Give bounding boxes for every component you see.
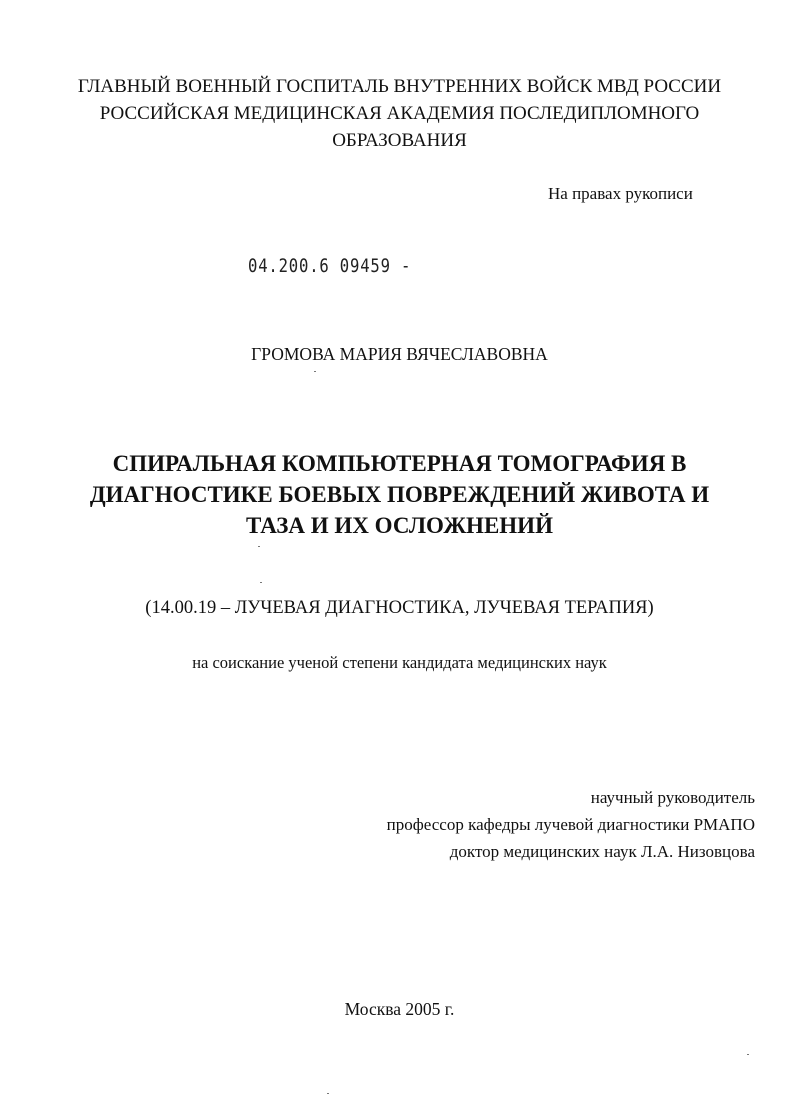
degree-statement: на соискание ученой степени кандидата медицинских наук	[192, 653, 607, 672]
rights-notice: На правах рукописи	[548, 184, 693, 203]
city-year: Москва 2005 г.	[344, 999, 455, 1019]
institution-line-3: ОБРАЗОВАНИЯ	[332, 130, 467, 151]
scan-speck	[260, 582, 262, 583]
registration-stamp-number: 04.200.6 09459 -	[248, 255, 412, 277]
specialty-code: (14.00.19 – ЛУЧЕВАЯ ДИАГНОСТИКА, ЛУЧЕВАЯ ТЕРАПИЯ)	[145, 598, 654, 618]
author-name: ГРОМОВА МАРИЯ ВЯЧЕСЛАВОВНА	[251, 344, 548, 364]
scan-speck	[258, 546, 260, 547]
institution-line-1: ГЛАВНЫЙ ВОЕННЫЙ ГОСПИТАЛЬ ВНУТРЕННИХ ВОЙСК МВД РОССИИ	[77, 76, 722, 97]
supervisor-name: доктор медицинских наук Л.А. Низовцова	[449, 842, 755, 861]
thesis-title-line-3: ТАЗА И ИХ ОСЛОЖНЕНИЙ	[246, 513, 553, 538]
supervisor-role: научный руководитель	[590, 788, 755, 807]
scan-speck	[327, 1093, 329, 1094]
scan-speck	[747, 1054, 749, 1055]
scan-speck	[314, 371, 316, 372]
thesis-title-line-1: СПИРАЛЬНАЯ КОМПЬЮТЕРНАЯ ТОМОГРАФИЯ В	[112, 451, 687, 476]
thesis-title-line-2: ДИАГНОСТИКЕ БОЕВЫХ ПОВРЕЖДЕНИЙ ЖИВОТА И	[89, 482, 710, 507]
institution-line-2: РОССИЙСКАЯ МЕДИЦИНСКАЯ АКАДЕМИЯ ПОСЛЕДИПЛОМНОГО	[99, 103, 700, 124]
supervisor-position: профессор кафедры лучевой диагностики РМАПО	[386, 815, 755, 834]
